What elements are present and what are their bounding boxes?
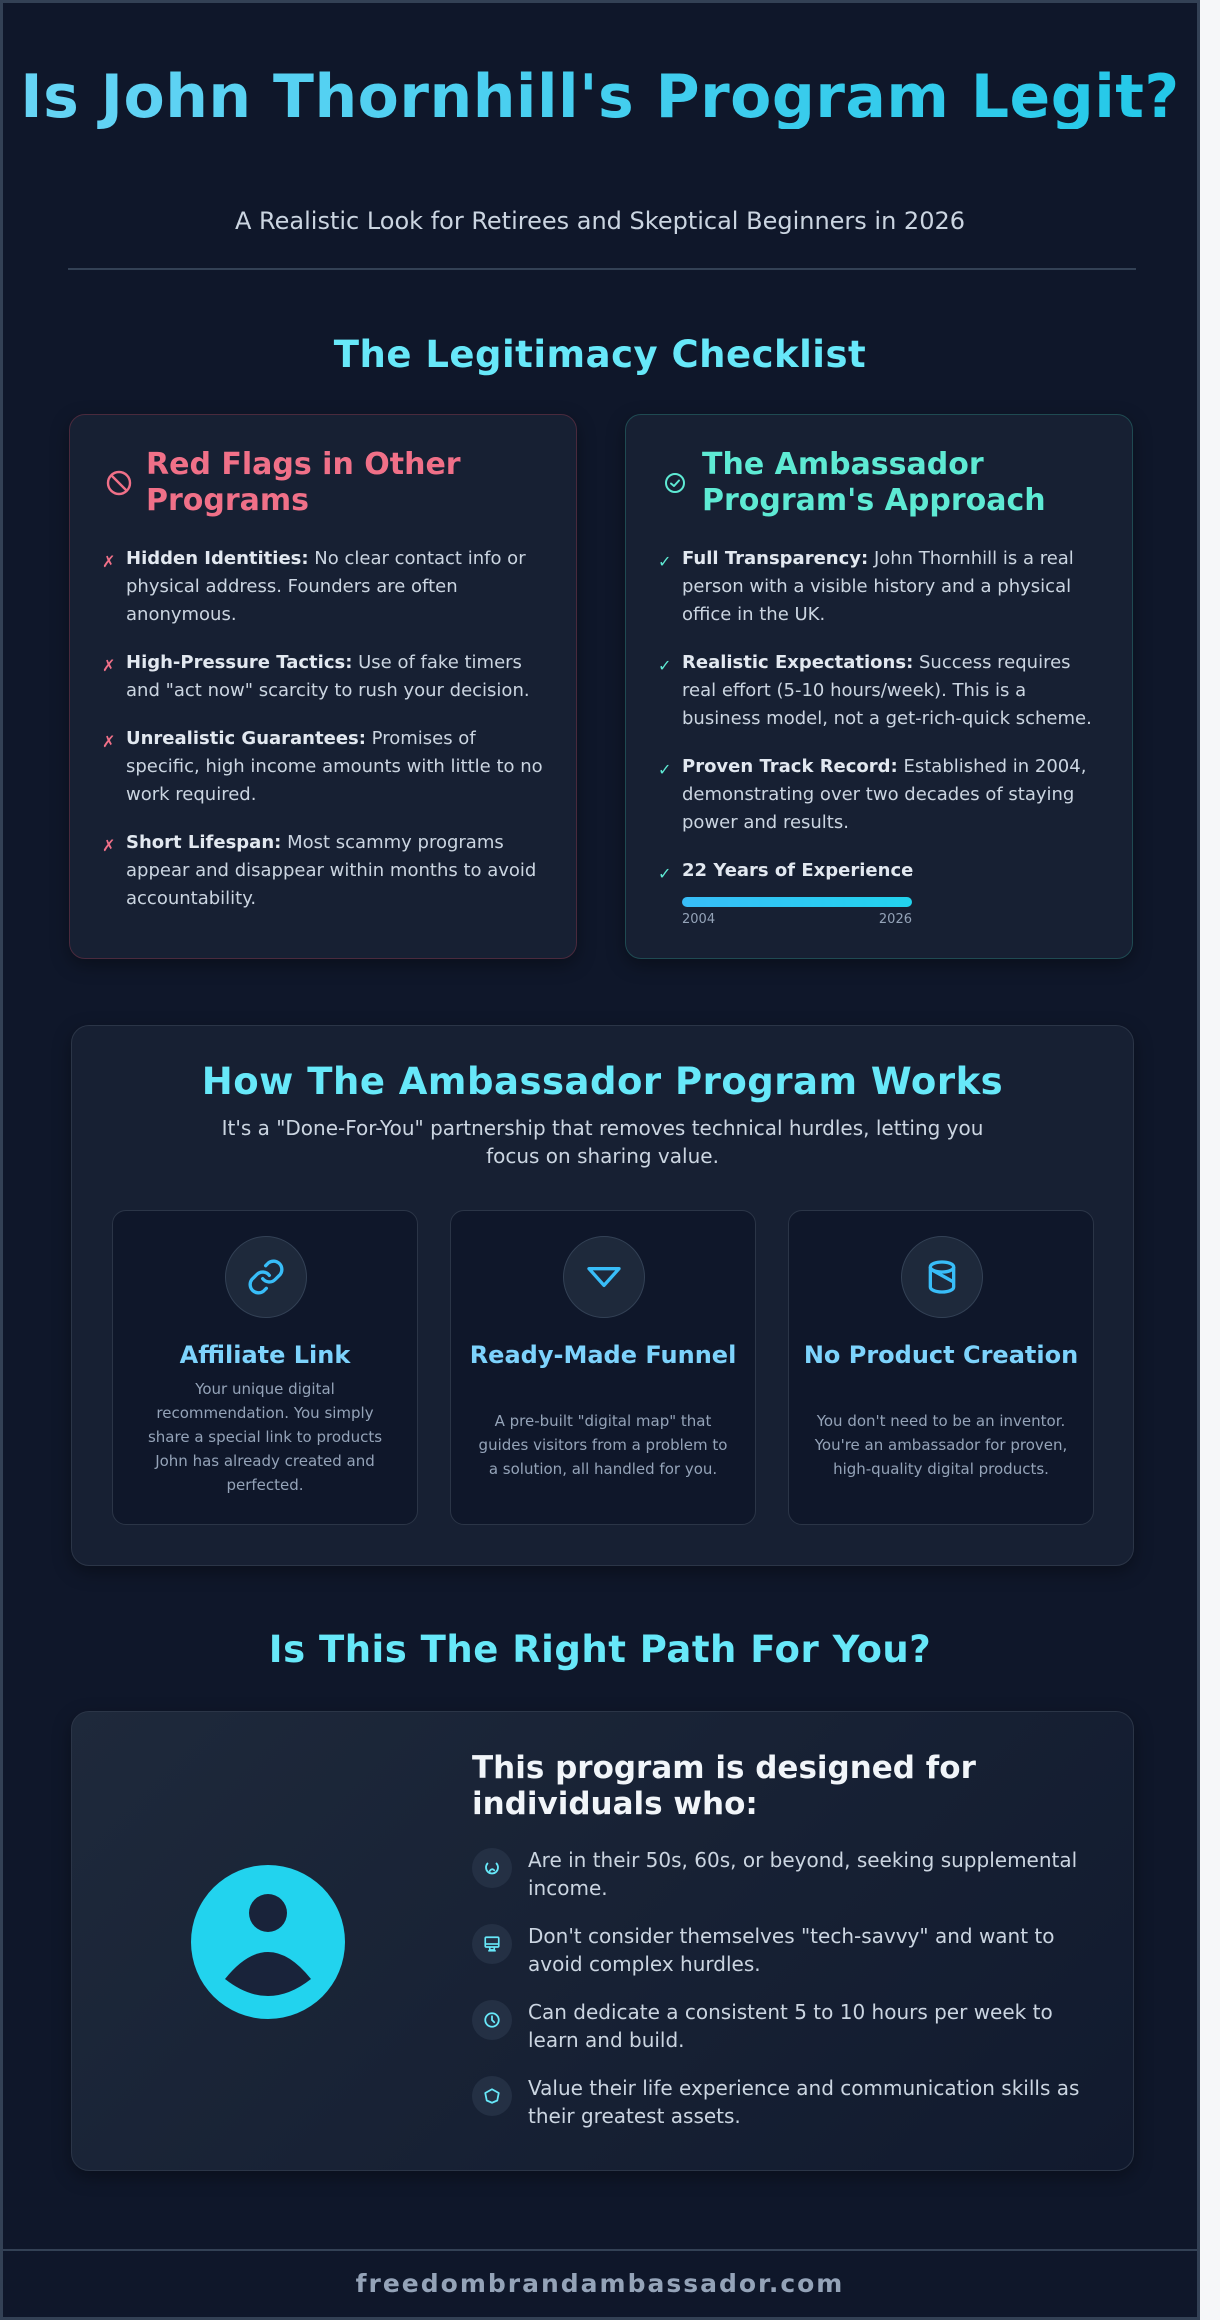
red-flag-item: ✗ Short Lifespan: Most scammy programs appear and disappear within months to avoid accountability. <box>100 829 552 913</box>
audience-item: Value their life experience and communication skills as their greatest assets. <box>472 2074 1092 2130</box>
red-flag-item: ✗ High-Pressure Tactics: Use of fake timers and "act now" scarcity to rush your decision. <box>100 649 552 705</box>
red-flags-title: Red Flags in Other Programs <box>146 447 461 518</box>
audience-heading: This program is designed for individuals who: <box>472 1750 976 1822</box>
how-it-works-card <box>71 1025 1134 1566</box>
clock-icon <box>472 2000 512 2040</box>
feature-no-product-creation <box>788 1210 1094 1525</box>
checklist-title: The Legitimacy Checklist <box>333 333 867 376</box>
red-flags-card <box>69 414 577 959</box>
user-circle-icon <box>191 1865 345 2019</box>
approach-item: ✓ Full Transparency: John Thornhill is a real person with a visible history and a physical office in the UK. <box>656 545 1108 629</box>
audience-item: Don't consider themselves "tech-savvy" and want to avoid complex hurdles. <box>472 1922 1092 1978</box>
feature-text: You don't need to be an inventor. You're an ambassador for proven, high-quality digital products. <box>814 1412 1068 1478</box>
check-mark-icon: ✓ <box>658 656 672 675</box>
feature-ready-made-funnel <box>450 1210 756 1525</box>
experience-progress-bar <box>682 897 912 907</box>
footer-domain: freedombrandambassador.com <box>355 2269 845 2298</box>
computer-icon <box>472 1924 512 1964</box>
approach-item: ✓ Realistic Expectations: Success requires real effort (5-10 hours/week). This is a business model, not a get-rich-quick scheme. <box>656 649 1108 733</box>
gem-icon <box>472 2076 512 2116</box>
header-divider <box>68 268 1136 270</box>
feature-affiliate-link <box>112 1210 418 1525</box>
right-path-title: Is This The Right Path For You? <box>268 1628 932 1671</box>
how-it-works-subtitle: It's a "Done-For-You" partnership that removes technical hurdles, letting you focus on sharing value. <box>221 1116 984 1168</box>
start-year: 2004 <box>682 912 716 927</box>
database-icon <box>901 1236 983 1318</box>
feature-text: Your unique digital recommendation. You simply share a special link to products John has already created and perfected. <box>147 1380 383 1494</box>
check-mark-icon: ✓ <box>658 864 672 883</box>
check-mark-icon: ✓ <box>658 552 672 571</box>
prohibited-icon <box>102 466 136 500</box>
page-subtitle: A Realistic Look for Retirees and Skeptical Beginners in 2026 <box>234 207 966 235</box>
experience-label: 22 Years of Experience <box>682 860 914 881</box>
check-mark-icon: ✓ <box>658 760 672 779</box>
audience-item: Are in their 50s, 60s, or beyond, seeking supplemental income. <box>472 1846 1092 1902</box>
x-mark-icon: ✗ <box>102 732 116 751</box>
check-circle-icon <box>658 466 692 500</box>
footer-divider <box>3 2249 1197 2251</box>
how-it-works-title: How The Ambassador Program Works <box>201 1060 1004 1103</box>
feature-title: No Product Creation <box>803 1341 1079 1369</box>
feature-title: Ready-Made Funnel <box>469 1341 737 1369</box>
x-mark-icon: ✗ <box>102 656 116 675</box>
page-title: Is John Thornhill's Program Legit? <box>3 65 1197 129</box>
income-icon <box>472 1848 512 1888</box>
approach-item: ✓ Proven Track Record: Established in 2004, demonstrating over two decades of staying power and results. <box>656 753 1108 837</box>
feature-title: Affiliate Link <box>179 1341 351 1369</box>
feature-text: A pre-built "digital map" that guides visitors from a problem to a solution, all handled for you. <box>478 1412 728 1478</box>
red-flag-item: ✗ Hidden Identities: No clear contact info or physical address. Founders are often anonymous. <box>100 545 552 629</box>
x-mark-icon: ✗ <box>102 552 116 571</box>
audience-item: Can dedicate a consistent 5 to 10 hours per week to learn and build. <box>472 1998 1092 2054</box>
red-flag-item: ✗ Unrealistic Guarantees: Promises of specific, high income amounts with little to no work required. <box>100 725 552 809</box>
x-mark-icon: ✗ <box>102 836 116 855</box>
end-year: 2026 <box>878 912 912 927</box>
link-icon <box>225 1236 307 1318</box>
target-audience-card <box>71 1711 1134 2171</box>
approach-card <box>625 414 1133 959</box>
experience-item <box>656 857 1108 929</box>
approach-title: The Ambassador Program's Approach <box>702 447 1046 518</box>
funnel-icon <box>563 1236 645 1318</box>
